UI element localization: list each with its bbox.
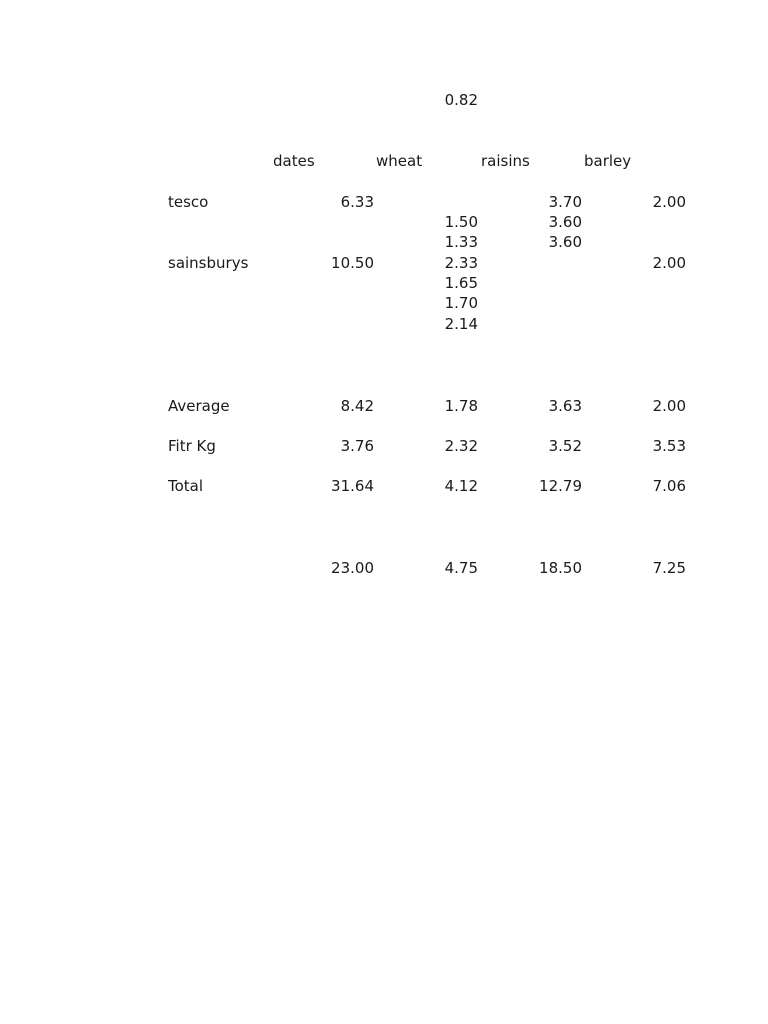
cell-wheat[interactable]: 1.78 <box>444 397 478 415</box>
table-row <box>0 253 768 273</box>
table-row <box>0 232 768 252</box>
cell-dates[interactable]: 31.64 <box>331 477 374 495</box>
cell-barley[interactable]: 2.00 <box>652 397 686 415</box>
header-dates[interactable]: dates <box>273 152 315 170</box>
header-row <box>0 151 768 171</box>
cell-barley[interactable]: 2.00 <box>652 193 686 211</box>
row-label[interactable]: sainsburys <box>168 254 249 272</box>
summary-row-average <box>0 396 768 416</box>
cell-raisins[interactable]: 3.63 <box>548 397 582 415</box>
cell-raisins[interactable]: 3.70 <box>548 193 582 211</box>
cell-dates[interactable]: 3.76 <box>340 437 374 455</box>
cell-wheat[interactable]: 2.14 <box>444 315 478 333</box>
header-raisins[interactable]: raisins <box>481 152 530 170</box>
cell-raisins[interactable]: 3.52 <box>548 437 582 455</box>
row-label[interactable]: tesco <box>168 193 209 211</box>
summary-label[interactable]: Average <box>168 397 230 415</box>
top-value-row <box>0 90 768 110</box>
cell-wheat[interactable]: 2.33 <box>444 254 478 272</box>
cell-raisins[interactable]: 18.50 <box>539 559 582 577</box>
summary-label[interactable]: Total <box>168 477 204 495</box>
table-row <box>0 192 768 212</box>
cell-dates[interactable]: 6.33 <box>340 193 374 211</box>
cell-dates[interactable]: 10.50 <box>331 254 374 272</box>
cell-raisins[interactable]: 3.60 <box>548 233 582 251</box>
cell-wheat[interactable]: 4.75 <box>444 559 478 577</box>
cell-wheat[interactable]: 1.33 <box>444 233 478 251</box>
cell-raisins[interactable]: 3.60 <box>548 213 582 231</box>
footer-row <box>0 558 768 578</box>
top-value-cell[interactable]: 0.82 <box>444 91 478 109</box>
summary-row-fitr-kg <box>0 436 768 456</box>
header-wheat[interactable]: wheat <box>376 152 423 170</box>
table-row <box>0 273 768 293</box>
summary-label[interactable]: Fitr Kg <box>168 437 216 455</box>
table-row <box>0 212 768 232</box>
cell-barley[interactable]: 7.25 <box>652 559 686 577</box>
cell-barley[interactable]: 7.06 <box>652 477 686 495</box>
header-barley[interactable]: barley <box>584 152 632 170</box>
cell-barley[interactable]: 2.00 <box>652 254 686 272</box>
cell-raisins[interactable]: 12.79 <box>539 477 582 495</box>
cell-barley[interactable]: 3.53 <box>652 437 686 455</box>
cell-wheat[interactable]: 1.70 <box>444 294 478 312</box>
table-row <box>0 293 768 313</box>
cell-dates[interactable]: 23.00 <box>331 559 374 577</box>
cell-wheat[interactable]: 1.50 <box>444 213 478 231</box>
cell-wheat[interactable]: 2.32 <box>444 437 478 455</box>
table-row <box>0 314 768 334</box>
cell-wheat[interactable]: 4.12 <box>444 477 478 495</box>
cell-dates[interactable]: 8.42 <box>340 397 374 415</box>
summary-row-total <box>0 476 768 496</box>
cell-wheat[interactable]: 1.65 <box>444 274 478 292</box>
